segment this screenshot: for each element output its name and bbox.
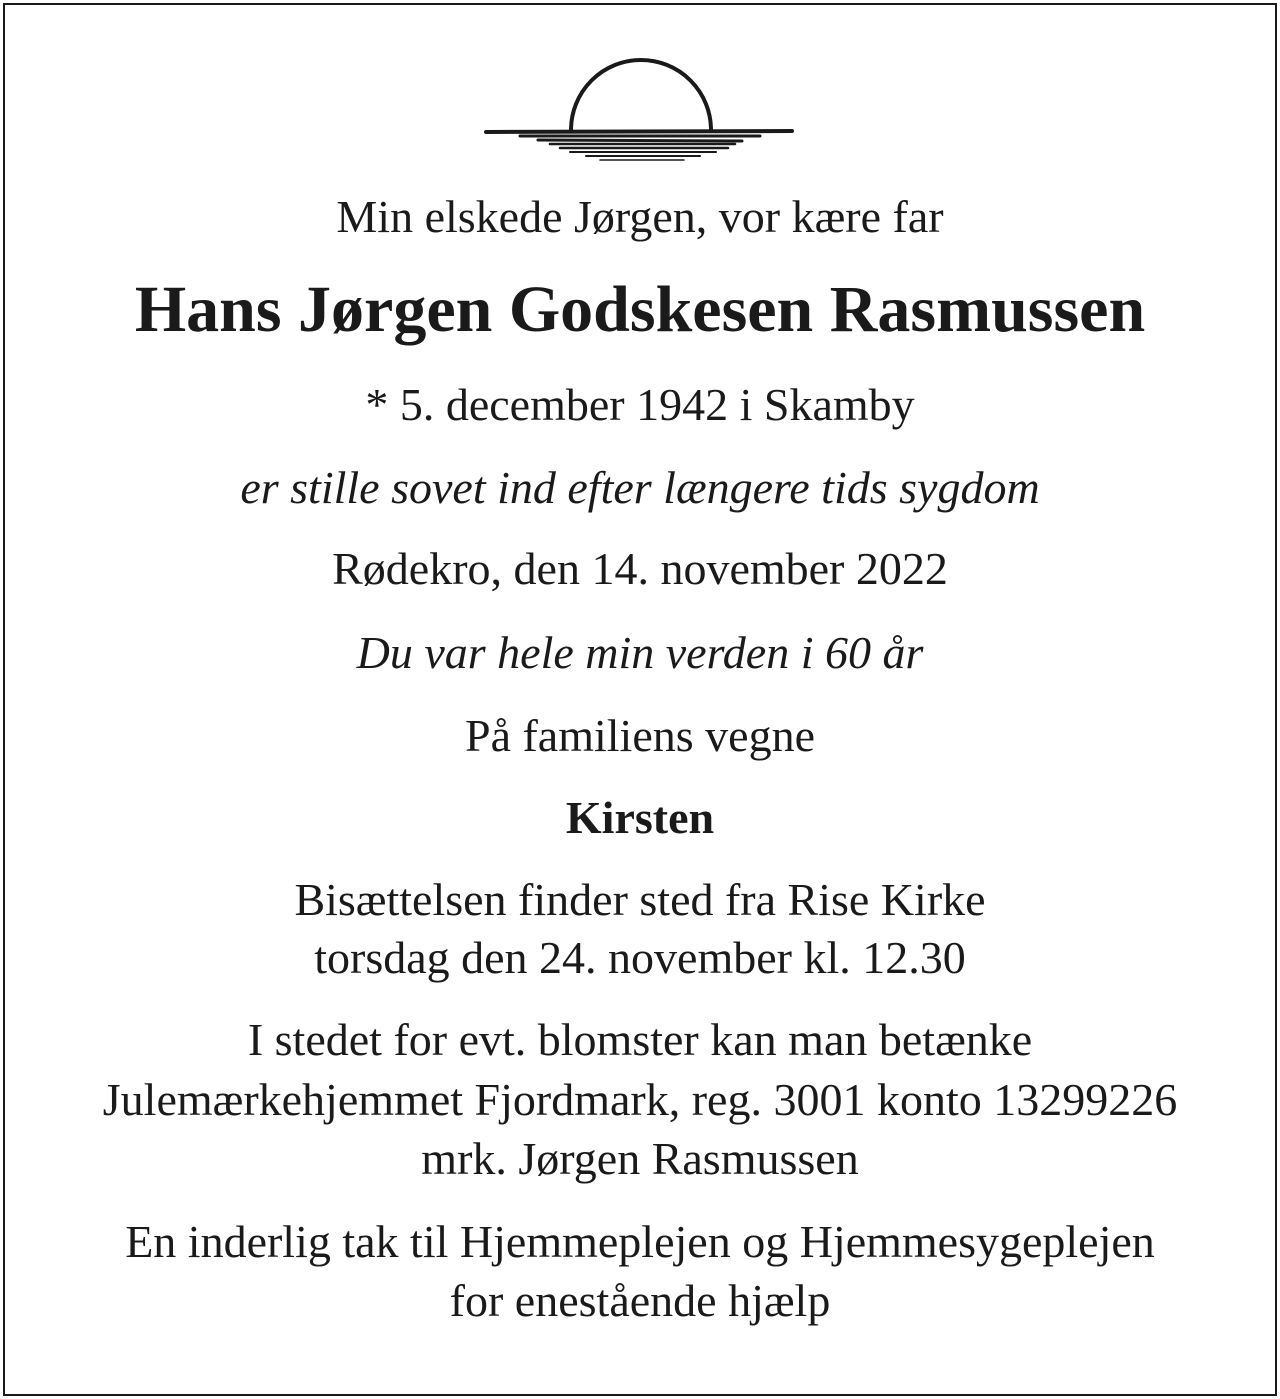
on-behalf-text: På familiens vegne bbox=[464, 710, 815, 761]
funeral-line-1: Bisættelsen finder sted fra Rise Kirke bbox=[294, 874, 986, 925]
birth-info: * 5. december 1942 i Skamby bbox=[365, 379, 915, 430]
donation-line-1: I stedet for evt. blomster kan man betænke bbox=[247, 1014, 1033, 1065]
signatory-name: Kirsten bbox=[565, 792, 715, 843]
funeral-line-2: torsdag den 24. november kl. 12.30 bbox=[314, 932, 966, 983]
place-date: Rødekro, den 14. november 2022 bbox=[332, 543, 948, 594]
passing-text: er stille sovet ind efter længere tids sygdom bbox=[240, 462, 1040, 513]
thanks-line-2: for enestående hjælp bbox=[449, 1275, 831, 1326]
deceased-name: Hans Jørgen Godskesen Rasmussen bbox=[134, 273, 1146, 346]
tribute-text: Du var hele min verden i 60 år bbox=[356, 627, 924, 678]
donation-line-2: Julemærkehjemmet Fjordmark, reg. 3001 konto 13299226 bbox=[102, 1074, 1178, 1125]
thanks-line-1: En inderlig tak til Hjemmeplejen og Hjemmesygeplejen bbox=[125, 1216, 1155, 1267]
donation-line-3: mrk. Jørgen Rasmussen bbox=[421, 1133, 859, 1184]
sunset-icon bbox=[0, 58, 1280, 168]
intro-text: Min elskede Jørgen, vor kære far bbox=[336, 191, 944, 242]
